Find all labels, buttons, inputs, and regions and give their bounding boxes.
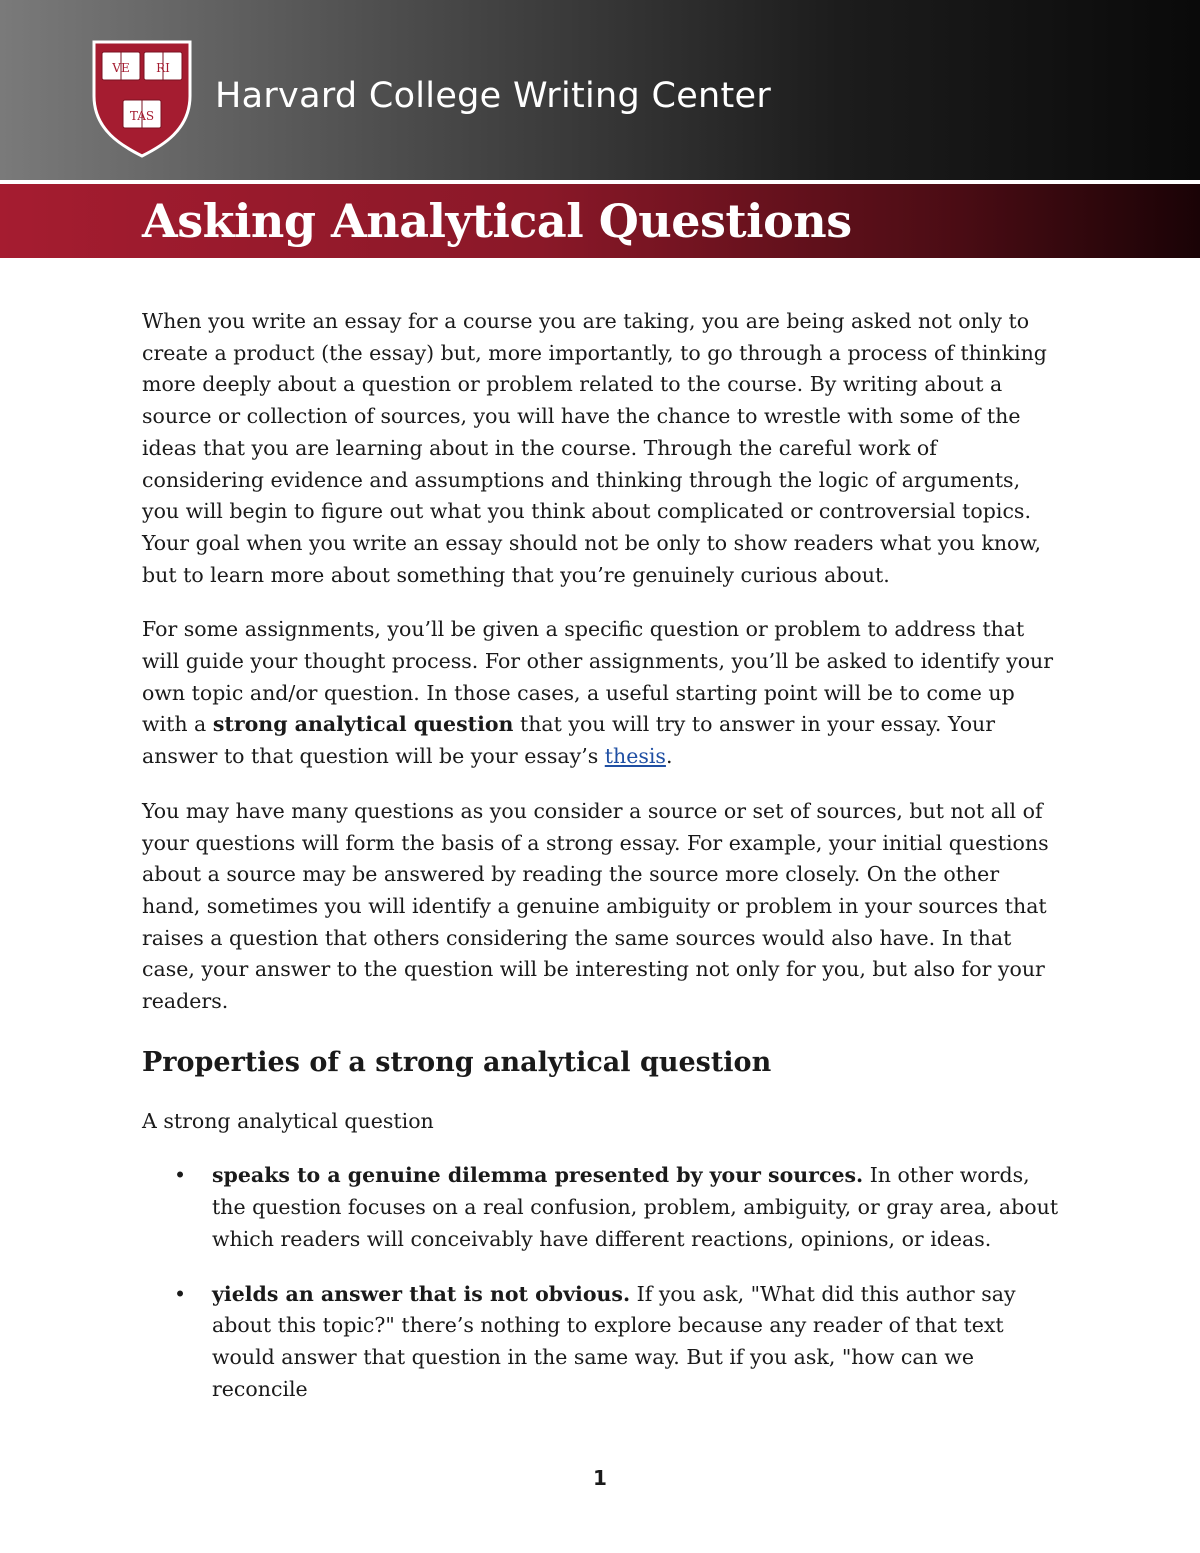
paragraph-text: For some assignments, you’ll be given a specific question or problem to address that will guide your thought process. For other assignments, you’ll be asked to identify your own topic and/or question. In those cases, a useful starting point will be to come up with a: [142, 617, 1054, 737]
paragraph-punctuation: .: [665, 744, 673, 769]
thesis-link[interactable]: thesis: [604, 744, 666, 769]
list-item-text: In other words, the question focuses on a real confusion, problem, ambiguity, or gray area, about which readers will conceivably have different reactions, opinions, or ideas.: [212, 1163, 1059, 1251]
list-item-lead: yields an answer that is not obvious.: [212, 1281, 631, 1306]
section-heading: Properties of a strong analytical question: [142, 1046, 772, 1078]
list-item-text: If you ask, "What did this author say about this topic?" there’s nothing to explore because any reader of that text would answer that question in the same way. But if you ask, "how can we reconcile: [212, 1281, 1016, 1401]
paragraph-text: that you will try to answer in your essay. Your answer to that question will be your essay’s: [142, 712, 996, 769]
organization-name: Harvard College Writing Center: [215, 76, 772, 116]
document-body: [142, 306, 1062, 1428]
paragraph-intro: When you write an essay for a course you are taking, you are being asked not only to create a product (the essay) but, more importantly, to go through a process of thinking more deeply about a question or problem related to the course. By writing about a source or collection of sources, you will have the chance to wrestle with some of the ideas that you are learning about in the course. Through the careful work of considering evidence and assumptions and thinking through the logic of arguments, you will begin to figure out what you think about complicated or controversial topics. Your goal when you write an essay should not be only to show readers what you know, but to learn more about something that you’re genuinely curious about.: [142, 309, 1047, 587]
page-title: Asking Analytical Questions: [142, 194, 852, 248]
list-item: [142, 1279, 1062, 1406]
section-intro: A strong analytical question: [142, 1108, 434, 1133]
motto-ri: RI: [156, 61, 170, 75]
paragraph-assignments: [142, 614, 1062, 773]
paragraph-questions: You may have many questions as you consider a source or set of sources, but not all of your questions will form the basis of a strong essay. For example, your initial questions about a source may be answered by reading the source more closely. On the other hand, sometimes you will identify a genuine ambiguity or problem in your sources that raises a question that others considering the same sources would also have. In that case, your answer to the question will be interesting not only for you, but also for your readers.: [142, 798, 1049, 1014]
bullet-icon: •: [174, 1163, 187, 1188]
list-item: [142, 1160, 1062, 1255]
bold-term: strong analytical question: [212, 712, 514, 737]
list-item-lead: speaks to a genuine dilemma presented by your sources.: [212, 1163, 864, 1188]
motto-ve: VE: [112, 61, 130, 75]
harvard-shield-icon: [90, 38, 194, 158]
properties-list: [142, 1160, 1062, 1405]
motto-tas: TAS: [129, 109, 155, 123]
page-number: 1: [593, 1466, 607, 1490]
bullet-icon: •: [174, 1281, 187, 1306]
